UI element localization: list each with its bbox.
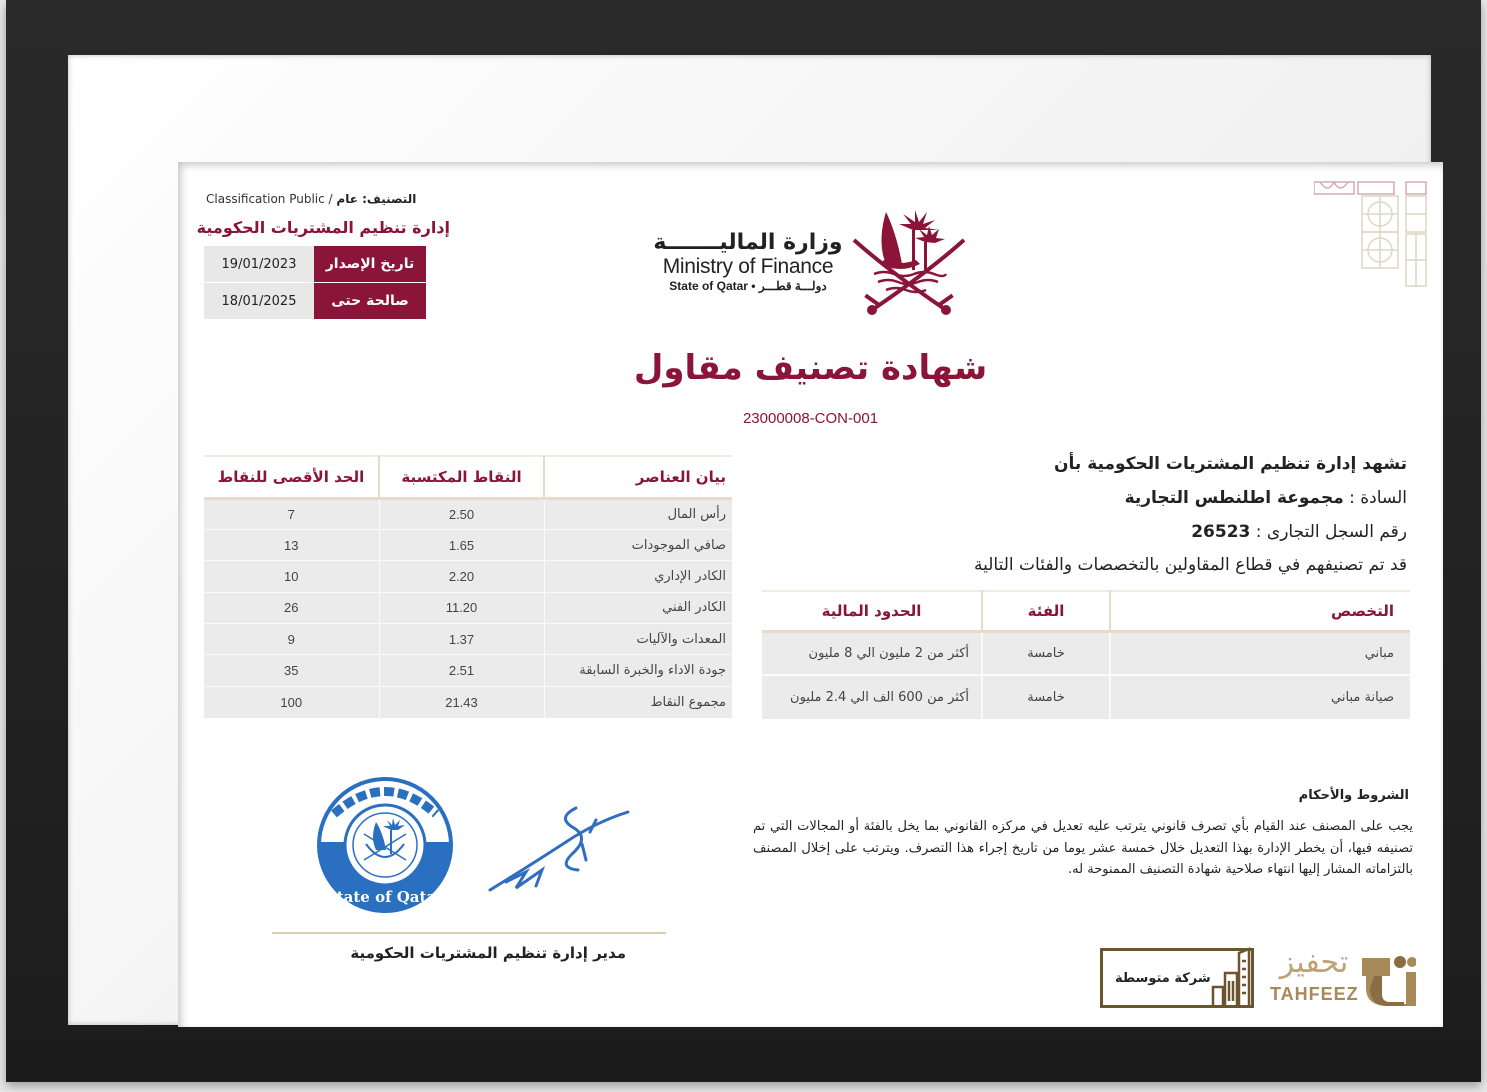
points-table (204, 455, 732, 718)
max-cell: 35 (204, 655, 379, 686)
certificate-paper (178, 162, 1443, 1027)
signature-icon (486, 798, 632, 898)
state-of-qatar-seal-icon (314, 774, 456, 916)
specialization-cell: صيانة مباني (1110, 675, 1410, 719)
valid-until-row (204, 283, 426, 319)
header-max: الحد الأقصى للنقاط (204, 456, 379, 498)
ministry-name-en: Ministry of Finance (662, 255, 834, 278)
statement-classified: قد تم تصنيفهم في قطاع المقاولين بالتخصصات والفئات التالية (974, 555, 1407, 575)
cr-label: رقم السجل التجارى : (1255, 522, 1407, 542)
valid-until-value: 18/01/2025 (204, 283, 314, 319)
signer-title: مدير إدارة تنظيم المشتريات الحكومية (350, 944, 626, 962)
buildings-icon (1209, 947, 1253, 1007)
classification-label (206, 192, 416, 206)
points-table-header (204, 456, 732, 498)
earned-cell: 1.65 (379, 529, 544, 560)
header-grade: الفئة (982, 591, 1110, 631)
dates-block (204, 246, 426, 320)
max-cell: 10 (204, 561, 379, 592)
earned-cell: 2.20 (379, 561, 544, 592)
ministry-state: State of Qatar • دولـــة قطـــر (669, 279, 827, 293)
max-cell: 13 (204, 529, 379, 560)
earned-cell: 21.43 (379, 686, 544, 717)
picture-frame (6, 0, 1481, 1082)
item-cell: الكادر الفني (544, 592, 732, 623)
company-size-label: شركة متوسطة (1115, 970, 1211, 986)
item-cell: مجموع النقاط (544, 686, 732, 717)
header-limits: الحدود المالية (762, 591, 982, 631)
earned-cell: 2.50 (379, 498, 544, 529)
classification-en: Classification Public / (206, 192, 333, 206)
item-cell: صافي الموجودات (544, 529, 732, 560)
issue-date-row (204, 246, 426, 282)
table-row (204, 529, 732, 560)
certification-statement (847, 454, 1407, 585)
sirs-label: السادة : (1349, 488, 1407, 508)
ministry-text (648, 230, 848, 293)
item-cell: رأس المال (544, 498, 732, 529)
classification-ar: التصنيف: عام (336, 192, 417, 206)
table-row (204, 655, 732, 686)
table-row (204, 624, 732, 655)
table-row (204, 592, 732, 623)
specialization-cell: مباني (1110, 631, 1410, 675)
limits-cell: أكثر من 2 مليون الي 8 مليون (762, 631, 982, 675)
tahfeez-logo (1270, 944, 1415, 1010)
terms-title: الشروط والأحكام (1298, 788, 1409, 803)
seal-text: State of Qatar (325, 888, 445, 906)
geometric-ornament-icon (1314, 178, 1429, 290)
grade-cell: خامسة (982, 675, 1110, 719)
company-name: مجموعة اطلنطس التجارية (1124, 488, 1344, 508)
max-cell: 9 (204, 624, 379, 655)
item-cell: جودة الاداء والخبرة السابقة (544, 655, 732, 686)
limits-cell: أكثر من 600 الف الي 2.4 مليون (762, 675, 982, 719)
tahfeez-name-en: TAHFEEZ (1270, 984, 1359, 1004)
frame-mat (68, 55, 1431, 1025)
max-cell: 100 (204, 686, 379, 717)
company-line (847, 488, 1407, 522)
header-earned: النقاط المكتسبة (379, 456, 544, 498)
department-name: إدارة تنظيم المشتريات الحكومية (196, 218, 450, 237)
item-cell: المعدات والآليات (544, 624, 732, 655)
max-cell: 7 (204, 498, 379, 529)
table-row (762, 631, 1410, 675)
header-items: بيان العناصر (544, 456, 732, 498)
item-cell: الكادر الإداري (544, 561, 732, 592)
ministry-logo (648, 202, 978, 317)
issue-date-label: تاريخ الإصدار (314, 246, 426, 282)
table-row (204, 561, 732, 592)
specialization-table (762, 590, 1410, 719)
statement-intro: تشهد إدارة تنظيم المشتريات الحكومية بأن (1054, 454, 1407, 474)
terms-body: يجب على المصنف عند القيام بأي تصرف قانوني يترتب عليه تعديل في مركزه القانوني بما يخل بالفئة أو المجالات التي تم تصنيفه فيها، أن يخطر الإدارة بهذا التعديل خلال خمسة عشر يوما من تاريخ إجراء هذا التصرف. ويترتب على إخلال المصنف بالتزاماته المشار إليها انتهاء صلاحية شهادة التصنيف الممنوحة له. (753, 819, 1413, 877)
grade-cell: خامسة (982, 631, 1110, 675)
issue-date-value: 19/01/2023 (204, 246, 314, 282)
earned-cell: 2.51 (379, 655, 544, 686)
earned-cell: 1.37 (379, 624, 544, 655)
earned-cell: 11.20 (379, 592, 544, 623)
table-row (204, 498, 732, 529)
cr-number: 26523 (1191, 522, 1251, 542)
spec-table-header (762, 591, 1410, 631)
ministry-name-ar: وزارة الماليـــــــة (653, 230, 843, 255)
valid-until-label: صالحة حتى (314, 283, 426, 319)
table-row (762, 675, 1410, 719)
max-cell: 26 (204, 592, 379, 623)
cr-line (847, 522, 1407, 555)
signature-line (272, 932, 666, 934)
tahfeez-mark-icon (1360, 948, 1416, 1008)
table-row-total (204, 686, 732, 717)
company-size-badge (1100, 948, 1254, 1008)
header-specialization: التخصص (1110, 591, 1410, 631)
qatar-emblem-icon (850, 202, 968, 317)
tahfeez-name-ar: تحفيز (1279, 945, 1349, 980)
certificate-number: 23000008-CON-001 (742, 410, 879, 427)
certificate-title: شهادة تصنيف مقاول (633, 348, 988, 388)
